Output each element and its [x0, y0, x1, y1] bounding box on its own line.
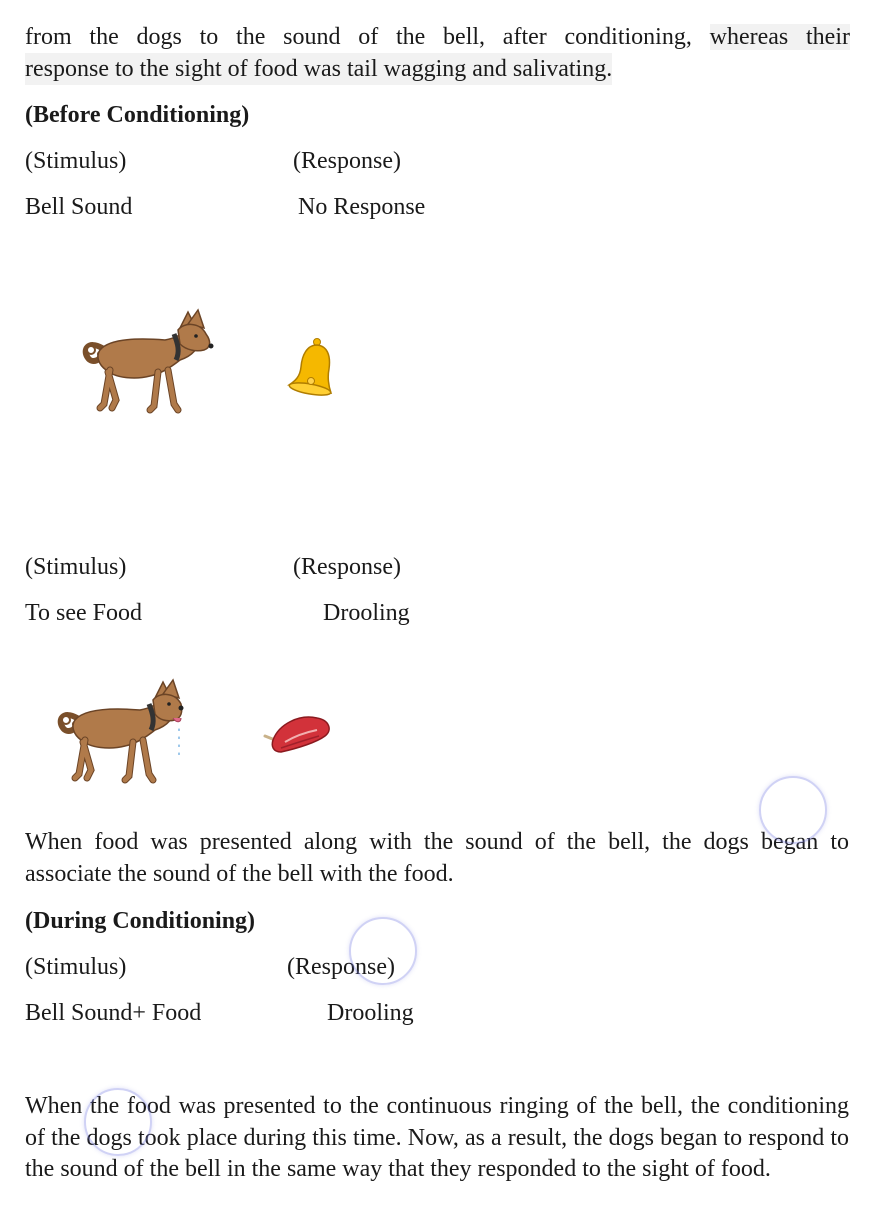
- response-label: (Response): [287, 954, 395, 980]
- before-heading: (Before Conditioning): [25, 102, 250, 128]
- stimulus-value: Bell Sound+ Food: [25, 1000, 202, 1026]
- stimulus-value: To see Food: [25, 600, 142, 626]
- intro-line-1-text: from the dogs to the sound of the bell, after conditioning,: [25, 24, 692, 50]
- dog-icon: [80, 308, 220, 418]
- response-value: No Response: [298, 194, 426, 220]
- intro-line-2: response to the sight of food was tail wagging and salivating.: [25, 53, 612, 85]
- response-value: Drooling: [323, 600, 410, 626]
- during-heading: (During Conditioning): [25, 908, 256, 934]
- intro-highlight: whereas their: [709, 24, 850, 50]
- stimulus-value: Bell Sound: [25, 194, 133, 220]
- bell-icon: [287, 337, 337, 397]
- drooling-dog-icon: [55, 678, 195, 788]
- response-label: (Response): [293, 554, 401, 580]
- stimulus-label: (Stimulus): [25, 148, 127, 174]
- mid-paragraph: When food was presented along with the sound of the bell, the dogs began to associate the sound of the bell with the food.: [25, 829, 849, 887]
- stimulus-label: (Stimulus): [25, 954, 127, 980]
- stimulus-label: (Stimulus): [25, 554, 127, 580]
- touch-indicator: [349, 917, 417, 985]
- touch-indicator: [759, 776, 827, 844]
- intro-line-1: [25, 21, 850, 53]
- meat-icon: [263, 710, 333, 755]
- response-label: (Response): [293, 148, 401, 174]
- response-value: Drooling: [327, 1000, 414, 1026]
- touch-indicator: [84, 1088, 152, 1156]
- final-paragraph: When the food was presented to the continuous ringing of the bell, the conditioning of the dogs took place during this time. Now, as a result, the dogs began to respond to the sound of the bell in the same way that they responded to the sight of food.: [25, 1093, 849, 1182]
